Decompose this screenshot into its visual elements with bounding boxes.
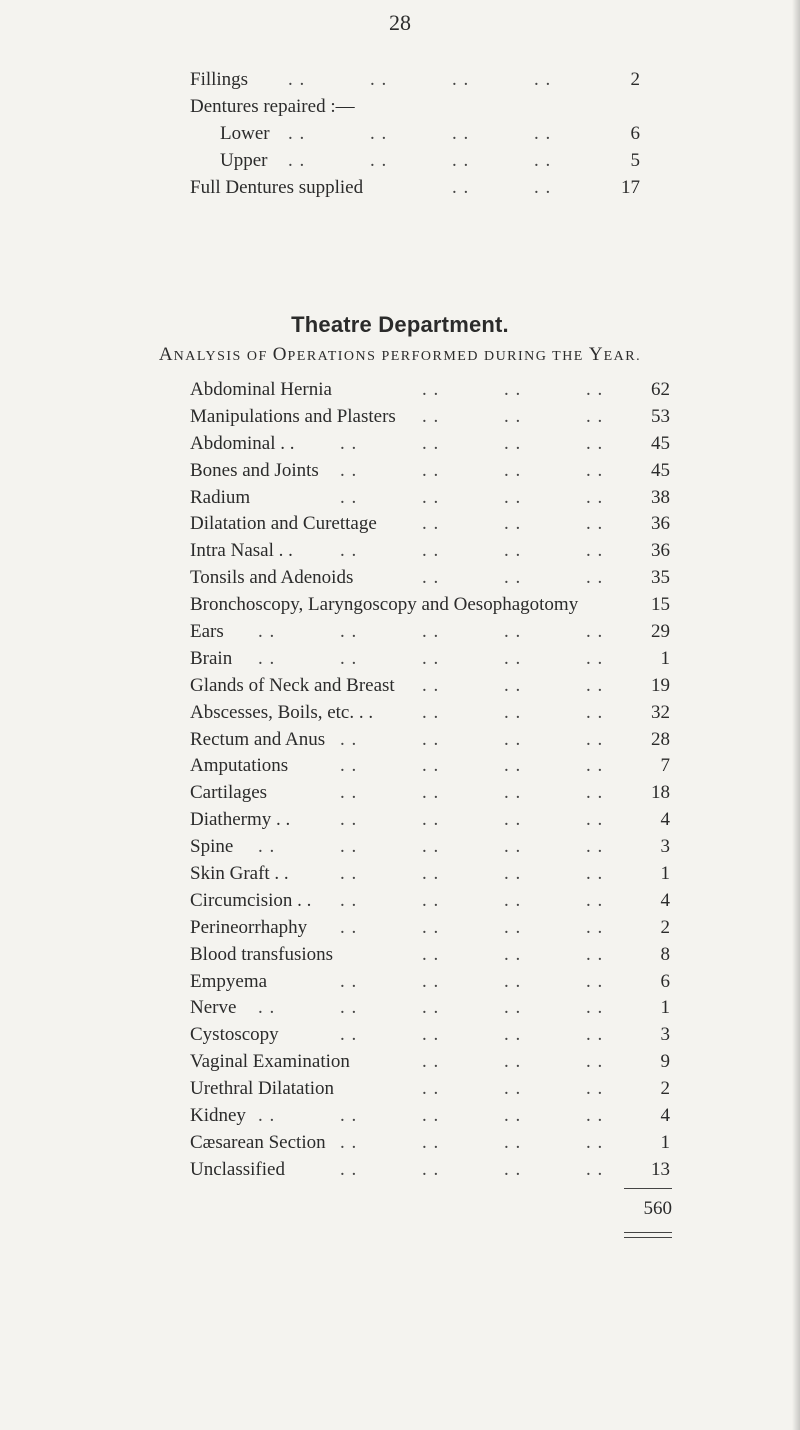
leader-dots: . . [504, 970, 522, 992]
leader-dots: . . [340, 836, 358, 858]
operations-value: 36 [651, 513, 670, 535]
operations-row [190, 377, 670, 404]
leader-dots: . . [586, 621, 604, 643]
leader-dots: . . [504, 1078, 522, 1100]
dental-label: Dentures repaired :— [190, 96, 355, 117]
leader-dots: . . [288, 69, 306, 90]
operations-value: 18 [651, 782, 670, 804]
leader-dots: . . [586, 513, 604, 535]
page-edge-shadow [792, 0, 800, 1430]
leader-dots: . . [422, 701, 440, 723]
operations-value: 4 [660, 889, 670, 911]
operations-value: 45 [651, 459, 670, 481]
page-number: 28 [389, 10, 411, 35]
leader-dots: . . [586, 889, 604, 911]
operations-label: Empyema [190, 970, 268, 992]
operations-label: Radium [190, 486, 251, 508]
leader-dots: . . [422, 1131, 440, 1153]
leader-dots: . . [586, 486, 604, 508]
operations-label: Cæsarean Section [190, 1131, 326, 1153]
leader-dots: . . [422, 728, 440, 750]
operations-value: 29 [651, 621, 670, 643]
leader-dots: . . [586, 405, 604, 427]
leader-dots: . . [586, 701, 604, 723]
leader-dots: . . [586, 379, 604, 400]
dental-row [190, 66, 640, 93]
operations-row [190, 727, 670, 754]
leader-dots: . . [340, 755, 358, 777]
dental-label: Fillings [190, 69, 249, 90]
operations-label: Ears [190, 621, 224, 643]
leader-dots: . . [534, 123, 552, 144]
operations-label: Unclassified [190, 1158, 285, 1180]
leader-dots: . . [586, 782, 604, 804]
operations-total: 560 [643, 1198, 672, 1219]
operations-label: Cystoscopy [190, 1024, 279, 1046]
leader-dots: . . [586, 836, 604, 858]
operations-row [190, 915, 670, 942]
operations-label: Abscesses, Boils, etc. . . [190, 701, 374, 723]
leader-dots: . . [586, 540, 604, 562]
leader-dots: . . [586, 1105, 604, 1127]
leader-dots: . . [586, 459, 604, 481]
operations-value: 35 [651, 567, 670, 589]
leader-dots: . . [340, 782, 358, 804]
operations-row [190, 592, 670, 619]
operations-value: 1 [660, 997, 670, 1019]
operations-row [190, 995, 670, 1022]
operations-value: 3 [660, 836, 670, 858]
leader-dots: . . [422, 836, 440, 858]
operations-row [190, 942, 670, 969]
leader-dots: . . [340, 1131, 358, 1153]
leader-dots: . . [504, 459, 522, 481]
leader-dots: . . [504, 567, 522, 589]
operations-label: Intra Nasal . . [190, 540, 293, 562]
operations-label: Urethral Dilatation [190, 1078, 335, 1100]
leader-dots: . . [504, 1051, 522, 1073]
leader-dots: . . [452, 177, 470, 198]
operations-value: 32 [651, 701, 670, 723]
leader-dots: . . [586, 728, 604, 750]
operations-value: 36 [651, 540, 670, 562]
dental-value: 17 [621, 177, 640, 198]
operations-value: 13 [651, 1158, 670, 1180]
operations-row [190, 619, 670, 646]
leader-dots: . . [504, 1024, 522, 1046]
leader-dots: . . [452, 150, 470, 171]
operations-value: 62 [651, 379, 670, 400]
leader-dots: . . [586, 1024, 604, 1046]
operations-list [190, 377, 670, 1184]
leader-dots: . . [586, 916, 604, 938]
leader-dots: . . [340, 809, 358, 831]
analysis-subheading [0, 344, 800, 366]
theatre-department-heading: Theatre Department. [291, 312, 509, 337]
leader-dots: . . [340, 728, 358, 750]
leader-dots: . . [586, 809, 604, 831]
operations-row [190, 458, 670, 485]
operations-row [190, 807, 670, 834]
leader-dots: . . [504, 1105, 522, 1127]
leader-dots: . . [340, 647, 358, 669]
dental-value: 5 [630, 150, 640, 171]
operations-label: Rectum and Anus [190, 728, 326, 750]
leader-dots: . . [422, 1105, 440, 1127]
leader-dots: . . [340, 916, 358, 938]
operations-row [190, 538, 670, 565]
operations-row [190, 969, 670, 996]
operations-label: Vaginal Examination [190, 1051, 350, 1073]
leader-dots: . . [340, 889, 358, 911]
leader-dots: . . [340, 486, 358, 508]
subheading-part: A [158, 344, 174, 365]
leader-dots: . . [586, 755, 604, 777]
leader-dots: . . [288, 123, 306, 144]
leader-dots: . . [452, 69, 470, 90]
leader-dots: . . [422, 916, 440, 938]
leader-dots: . . [340, 970, 358, 992]
leader-dots: . . [340, 1105, 358, 1127]
leader-dots: . . [504, 379, 522, 400]
leader-dots: . . [422, 647, 440, 669]
operations-row [190, 511, 670, 538]
leader-dots: . . [422, 863, 440, 885]
leader-dots: . . [504, 405, 522, 427]
leader-dots: . . [258, 621, 276, 643]
subheading-part: EAR. [603, 349, 642, 364]
subheading-part: O [272, 344, 288, 365]
operations-value: 7 [660, 755, 670, 777]
leader-dots: . . [504, 916, 522, 938]
operations-value: 1 [660, 863, 670, 885]
leader-dots: . . [586, 970, 604, 992]
leader-dots: . . [586, 674, 604, 696]
subheading-part: Y [588, 344, 604, 365]
leader-dots: . . [340, 432, 358, 454]
leader-dots: . . [534, 69, 552, 90]
leader-dots: . . [340, 997, 358, 1019]
leader-dots: . . [422, 889, 440, 911]
operations-label: Tonsils and Adenoids [190, 567, 354, 589]
leader-dots: . . [504, 540, 522, 562]
operations-row [190, 780, 670, 807]
operations-row [190, 673, 670, 700]
leader-dots: . . [422, 1078, 440, 1100]
leader-dots: . . [370, 150, 388, 171]
operations-label: Circumcision . . [190, 889, 312, 911]
leader-dots: . . [422, 1051, 440, 1073]
leader-dots: . . [422, 567, 440, 589]
leader-dots: . . [504, 943, 522, 965]
dental-row [190, 174, 640, 201]
leader-dots: . . [422, 674, 440, 696]
leader-dots: . . [422, 621, 440, 643]
leader-dots: . . [504, 647, 522, 669]
dental-row [190, 120, 640, 147]
leader-dots: . . [504, 889, 522, 911]
operations-label: Perineorrhaphy [190, 916, 308, 938]
dental-row [190, 147, 640, 174]
operations-value: 4 [660, 1105, 670, 1127]
leader-dots: . . [370, 123, 388, 144]
operations-label: Abdominal Hernia [190, 379, 332, 400]
leader-dots: . . [504, 1131, 522, 1153]
leader-dots: . . [504, 997, 522, 1019]
leader-dots: . . [258, 1105, 276, 1127]
operations-value: 38 [651, 486, 670, 508]
operations-label: Cartilages [190, 782, 268, 804]
leader-dots: . . [422, 513, 440, 535]
dental-summary-list [190, 66, 640, 201]
leader-dots: . . [586, 647, 604, 669]
operations-row [190, 888, 670, 915]
operations-value: 1 [660, 647, 670, 669]
operations-label: Spine [190, 836, 234, 858]
leader-dots: . . [504, 755, 522, 777]
dental-label: Full Dentures supplied [190, 177, 364, 198]
leader-dots: . . [422, 997, 440, 1019]
leader-dots: . . [534, 177, 552, 198]
leader-dots: . . [288, 150, 306, 171]
operations-row [190, 834, 670, 861]
leader-dots: . . [586, 1051, 604, 1073]
leader-dots: . . [422, 486, 440, 508]
leader-dots: . . [370, 69, 388, 90]
leader-dots: . . [504, 809, 522, 831]
operations-row [190, 485, 670, 512]
leader-dots: . . [586, 1078, 604, 1100]
leader-dots: . . [422, 459, 440, 481]
operations-label: Manipulations and Plasters [190, 405, 396, 427]
operations-label: Dilatation and Curettage [190, 513, 377, 535]
leader-dots: . . [258, 997, 276, 1019]
leader-dots: . . [504, 432, 522, 454]
leader-dots: . . [422, 405, 440, 427]
operations-row [190, 700, 670, 727]
leader-dots: . . [422, 1158, 440, 1180]
operations-value: 2 [660, 1078, 670, 1100]
leader-dots: . . [504, 728, 522, 750]
total-double-rule [624, 1232, 672, 1238]
operations-value: 6 [660, 970, 670, 992]
operations-value: 4 [660, 809, 670, 831]
operations-value: 45 [651, 432, 670, 454]
operations-row [190, 1130, 670, 1157]
leader-dots: . . [504, 621, 522, 643]
operations-row [190, 1076, 670, 1103]
operations-row [190, 1103, 670, 1130]
dental-label: Lower [220, 123, 270, 144]
leader-dots: . . [422, 943, 440, 965]
leader-dots: . . [586, 997, 604, 1019]
operations-label: Blood transfusions [190, 943, 334, 965]
operations-value: 53 [651, 405, 670, 427]
operations-value: 28 [651, 728, 670, 750]
leader-dots: . . [422, 1024, 440, 1046]
leader-dots: . . [534, 150, 552, 171]
operations-row [190, 1049, 670, 1076]
operations-row [190, 1157, 670, 1184]
leader-dots: . . [586, 1158, 604, 1180]
leader-dots: . . [586, 567, 604, 589]
leader-dots: . . [422, 782, 440, 804]
operations-value: 8 [660, 943, 670, 965]
operations-row [190, 404, 670, 431]
leader-dots: . . [504, 674, 522, 696]
subheading-part: PERATIONS PERFORMED DURING THE [287, 349, 589, 364]
subheading-part: NALYSIS OF [173, 349, 273, 364]
operations-value: 2 [660, 916, 670, 938]
leader-dots: . . [258, 647, 276, 669]
operations-label: Diathermy . . [190, 809, 291, 831]
leader-dots: . . [586, 863, 604, 885]
leader-dots: . . [422, 809, 440, 831]
leader-dots: . . [340, 1024, 358, 1046]
leader-dots: . . [340, 1158, 358, 1180]
leader-dots: . . [422, 755, 440, 777]
leader-dots: . . [504, 486, 522, 508]
leader-dots: . . [258, 836, 276, 858]
operations-value: 3 [660, 1024, 670, 1046]
leader-dots: . . [504, 1158, 522, 1180]
leader-dots: . . [422, 970, 440, 992]
operations-label: Kidney [190, 1105, 246, 1127]
operations-label: Brain [190, 647, 233, 669]
leader-dots: . . [422, 379, 440, 400]
leader-dots: . . [504, 782, 522, 804]
operations-row [190, 861, 670, 888]
dental-value: 2 [630, 69, 640, 90]
operations-value: 1 [660, 1131, 670, 1153]
leader-dots: . . [504, 836, 522, 858]
operations-row [190, 431, 670, 458]
operations-value: 19 [651, 674, 670, 696]
dental-label: Upper [220, 150, 268, 171]
leader-dots: . . [586, 432, 604, 454]
leader-dots: . . [504, 863, 522, 885]
dental-value: 6 [630, 123, 640, 144]
leader-dots: . . [340, 540, 358, 562]
operations-row [190, 565, 670, 592]
operations-label: Amputations [190, 755, 289, 777]
operations-row [190, 1022, 670, 1049]
leader-dots: . . [340, 621, 358, 643]
operations-row [190, 646, 670, 673]
dental-row [190, 93, 640, 120]
operations-label: Skin Graft . . [190, 863, 289, 885]
operations-label: Nerve [190, 997, 237, 1019]
leader-dots: . . [452, 123, 470, 144]
leader-dots: . . [586, 943, 604, 965]
leader-dots: . . [586, 1131, 604, 1153]
leader-dots: . . [422, 540, 440, 562]
operations-label: Abdominal . . [190, 432, 295, 454]
total-rule [624, 1188, 672, 1189]
operations-label: Glands of Neck and Breast [190, 674, 395, 696]
operations-label: Bones and Joints [190, 459, 319, 481]
operations-value: 9 [660, 1051, 670, 1073]
operations-value: 15 [651, 594, 670, 616]
operations-label: Bronchoscopy, Laryngoscopy and Oesophagotomy [190, 594, 579, 616]
leader-dots: . . [340, 459, 358, 481]
leader-dots: . . [504, 513, 522, 535]
leader-dots: . . [504, 701, 522, 723]
leader-dots: . . [340, 863, 358, 885]
operations-row [190, 753, 670, 780]
leader-dots: . . [422, 432, 440, 454]
